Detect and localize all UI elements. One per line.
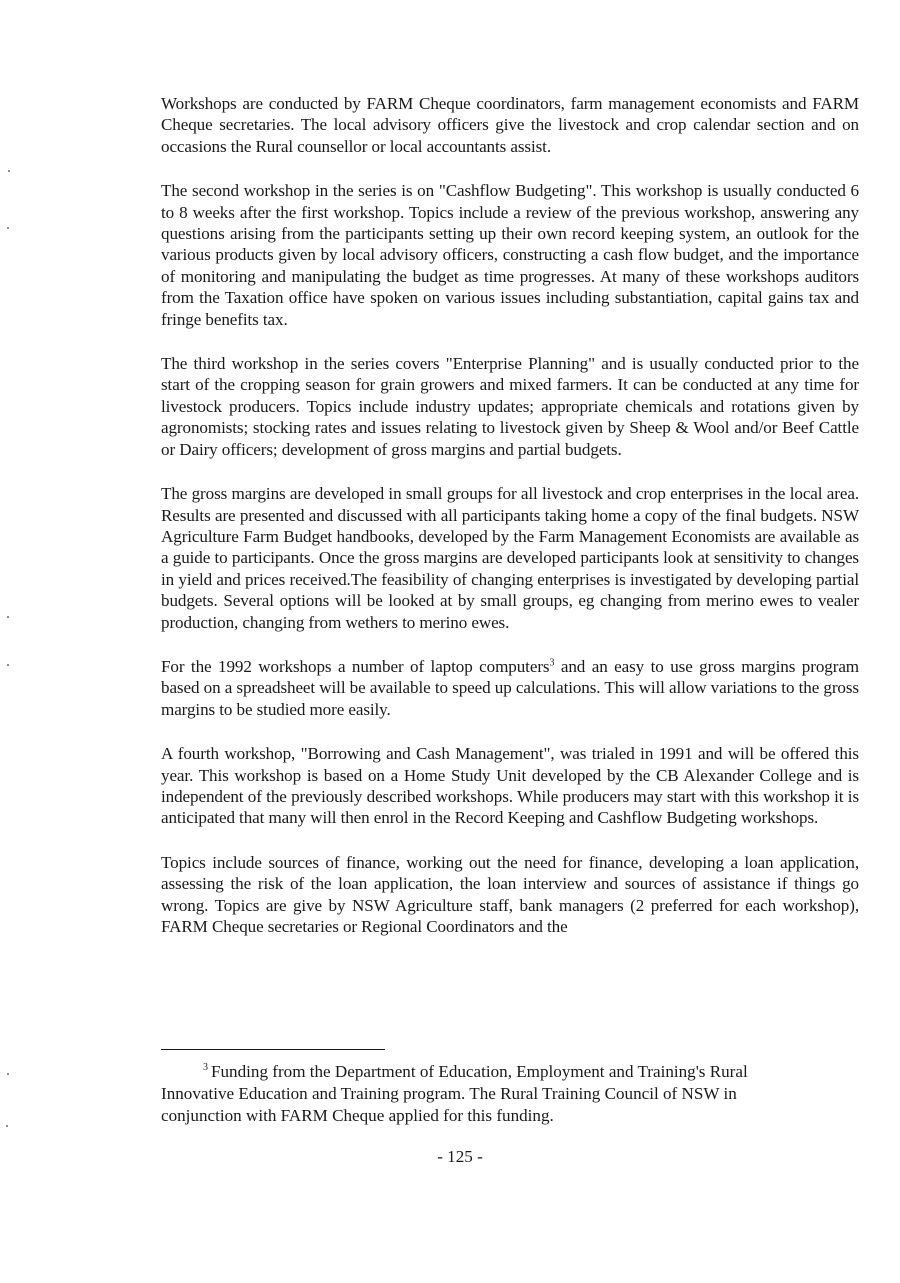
scan-speck: [7, 227, 9, 229]
footnote-reference: 3: [549, 657, 555, 669]
paragraph-laptop-computers: [161, 656, 859, 720]
paragraph-workshop-conductors: Workshops are conducted by FARM Cheque coordinators, farm management economists and FARM Cheque secretaries. The local advisory officers give the livestock and crop calendar section and on occasions the Rural counsellor or local accountants assist.: [161, 94, 859, 156]
scan-speck: [7, 616, 9, 618]
footnote-divider: [161, 1049, 385, 1050]
footnote: [161, 1061, 811, 1126]
footnote-mark: 3: [203, 1062, 208, 1074]
paragraph-cashflow-budgeting: The second workshop in the series is on "Cashflow Budgeting". This workshop is usually conducted 6 to 8 weeks after the first workshop. Topics include a review of the previous workshop, answering any questions arising from the participants setting up their own record keeping system, an outlook for the various products given by local advisory officers, constructing a cash flow budget, and the importance of monitoring and manipulating the budget as time progresses. At many of these workshops auditors from the Taxation office have spoken on various issues including substantiation, capital gains tax and fringe benefits tax.: [161, 181, 859, 329]
footnote-text: Funding from the Department of Education, Employment and Training's Rural Innovative Education and Training program. The Rural Training Council of NSW in conjunction with FARM Cheque applied for this funding.: [161, 1062, 748, 1125]
scan-speck: [6, 1125, 8, 1127]
paragraph-topics-finance: Topics include sources of finance, working out the need for finance, developing a loan application, assessing the risk of the loan application, the loan interview and sources of assistance if things go wrong. Topics are give by NSW Agriculture staff, bank managers (2 preferred for each workshop), FARM Cheque secretaries or Regional Coordinators and the: [161, 852, 859, 936]
page-number: - 125 -: [437, 1147, 483, 1166]
body-text: [161, 93, 859, 960]
paragraph-enterprise-planning: The third workshop in the series covers "Enterprise Planning" and is usually conducted prior to the start of the cropping season for grain growers and mixed farmers. It can be conducted at any time for livestock producers. Topics include industry updates; appropriate chemicals and rotations given by agronomists; stocking rates and issues relating to livestock given by Sheep & Wool and/or Beef Cattle or Dairy officers; development of gross margins and partial budgets.: [161, 354, 859, 459]
paragraph-laptop-text-before: For the 1992 workshops a number of laptop computers: [161, 656, 550, 676]
paragraph-fourth-workshop: A fourth workshop, "Borrowing and Cash Management", was trialed in 1991 and will be offered this year. This workshop is based on a Home Study Unit developed by the CB Alexander College and is independent of the previously described workshops. While producers may start with this workshop it is anticipated that many will then enrol in the Record Keeping and Cashflow Budgeting workshops.: [161, 744, 859, 828]
scan-speck: [8, 170, 10, 172]
paragraph-gross-margins: The gross margins are developed in small groups for all livestock and crop enterprises in the local area. Results are presented and discussed with all participants taking home a copy of the final budgets. NSW Agriculture Farm Budget handbooks, developed by the Farm Management Economists are available as a guide to participants. Once the gross margins are developed participants look at sensitivity to changes in yield and prices received.The feasibility of changing enterprises is investigated by developing partial budgets. Several options will be looked at by small groups, eg changing from merino ewes to vealer production, changing from wethers to merino ewes.: [161, 484, 859, 632]
scan-speck: [7, 664, 9, 666]
scan-speck: [7, 1073, 9, 1075]
paragraph-laptop-text-after: and an easy to use gross margins program based on a spreadsheet will be available to speed up calculations. This will allow variations to the gross margins to be studied more easily.: [161, 656, 860, 719]
